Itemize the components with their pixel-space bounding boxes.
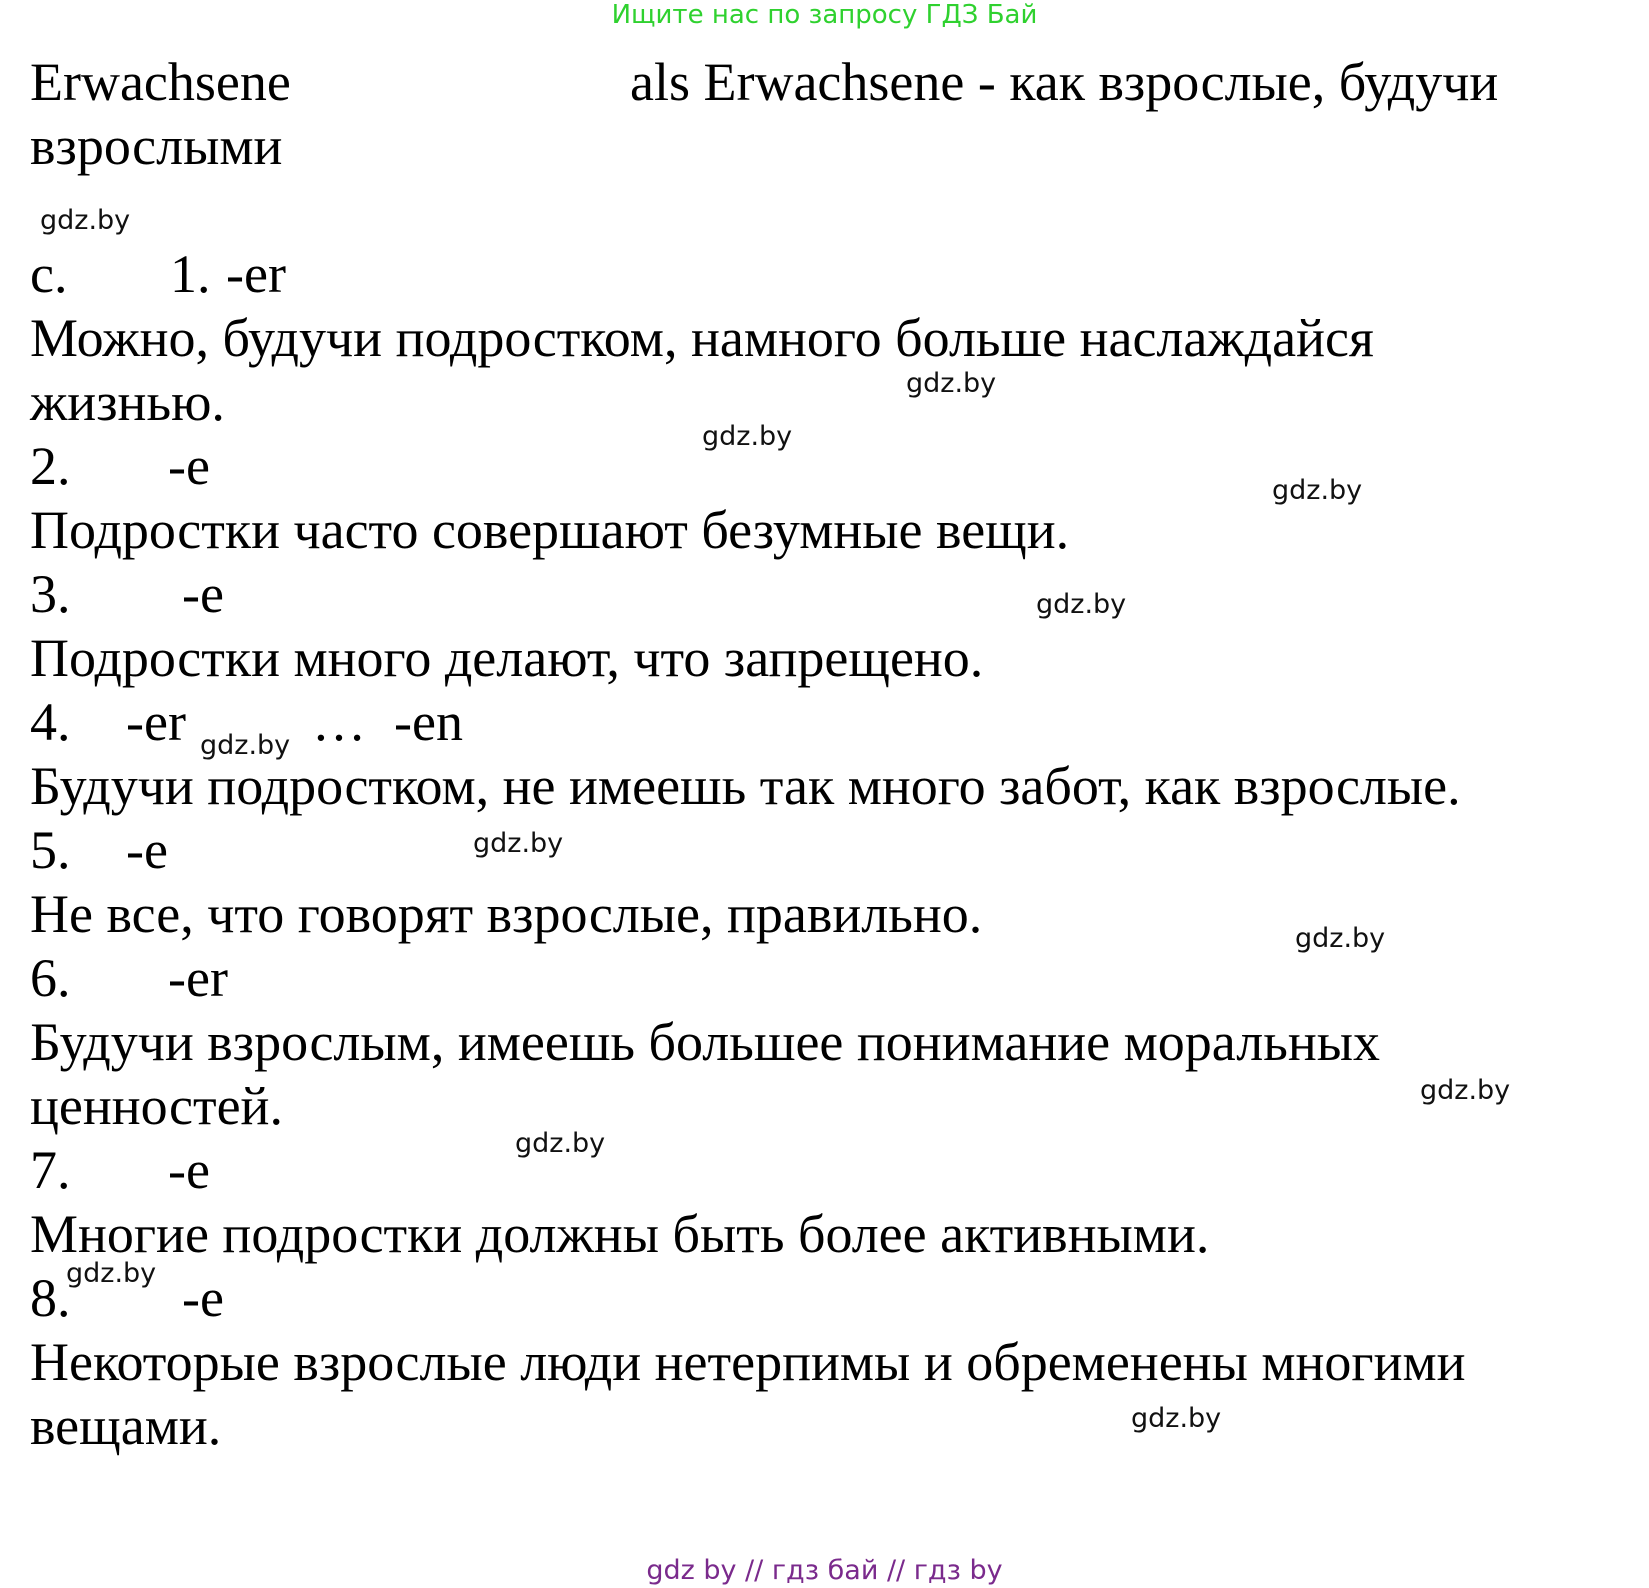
item-5-ending: -e [126, 820, 168, 880]
section-letter: c. [30, 244, 68, 304]
item-7-ending: -e [168, 1140, 210, 1200]
vocab-translation-cont: взрослыми [30, 116, 283, 176]
watermark: gdz.by [40, 205, 131, 236]
vocab-word: Erwachsene [30, 52, 291, 112]
vocab-line [30, 52, 1499, 112]
item-5-number: 5. [30, 820, 71, 880]
item-4-ending: -er [126, 692, 186, 752]
item-2-number: 2. [30, 436, 71, 496]
search-hint-link[interactable]: Ищите нас по запросу ГДЗ Бай [611, 0, 1038, 30]
item-3-number: 3. [30, 564, 71, 624]
item-2-text: Подростки часто совершают безумные вещи. [30, 500, 1070, 560]
item-2-ending: -e [168, 436, 210, 496]
item-4-ellipsis: … [312, 692, 366, 752]
item-6-ending: -er [168, 948, 228, 1008]
item-3-ending: -e [182, 564, 224, 624]
item-4-text: Будучи подростком, не имеешь так много забот, как взрослые. [30, 756, 1461, 816]
item-1-header [30, 244, 286, 304]
item-5-text: Не все, что говорят взрослые, правильно. [30, 884, 983, 944]
watermark: gdz.by [1420, 1075, 1511, 1106]
item-2-header [30, 436, 210, 496]
watermark: gdz.by [200, 730, 291, 761]
item-3-text: Подростки много делают, что запрещено. [30, 628, 984, 688]
item-8-text: Некоторые взрослые люди нетерпимы и обременены многими [30, 1332, 1466, 1392]
watermark: gdz.by [1295, 923, 1386, 954]
item-5-header [30, 820, 168, 880]
item-8-ending: -e [182, 1268, 224, 1328]
watermark: gdz.by [1036, 589, 1127, 620]
item-7-header [30, 1140, 210, 1200]
item-1-ending: -er [226, 244, 286, 304]
watermark: gdz.by [906, 368, 997, 399]
item-3-header [30, 564, 224, 624]
item-6-header [30, 948, 228, 1008]
item-8-number: 8. [30, 1268, 71, 1328]
watermark: gdz.by [1272, 475, 1363, 506]
item-6-text-cont: ценностей. [30, 1076, 283, 1136]
watermark: gdz.by [702, 421, 793, 452]
item-7-number: 7. [30, 1140, 71, 1200]
item-1-number: 1. [170, 244, 211, 304]
item-1-text-cont: жизнью. [30, 372, 225, 432]
item-6-text: Будучи взрослым, имеешь большее понимание моральных [30, 1012, 1380, 1072]
watermark: gdz.by [66, 1258, 157, 1289]
vocab-translation: als Erwachsene - как взрослые, будучи [630, 52, 1499, 112]
footer-links[interactable]: gdz by // гдз бай // гдз by [646, 1555, 1003, 1586]
item-6-number: 6. [30, 948, 71, 1008]
item-7-text: Многие подростки должны быть более активными. [30, 1204, 1210, 1264]
item-4-number: 4. [30, 692, 71, 752]
item-8-text-cont: вещами. [30, 1396, 222, 1456]
item-1-text: Можно, будучи подростком, намного больше наслаждайся [30, 308, 1374, 368]
watermark: gdz.by [1131, 1403, 1222, 1434]
watermark: gdz.by [515, 1128, 606, 1159]
item-4-ending-2: -en [394, 692, 463, 752]
watermark: gdz.by [473, 828, 564, 859]
